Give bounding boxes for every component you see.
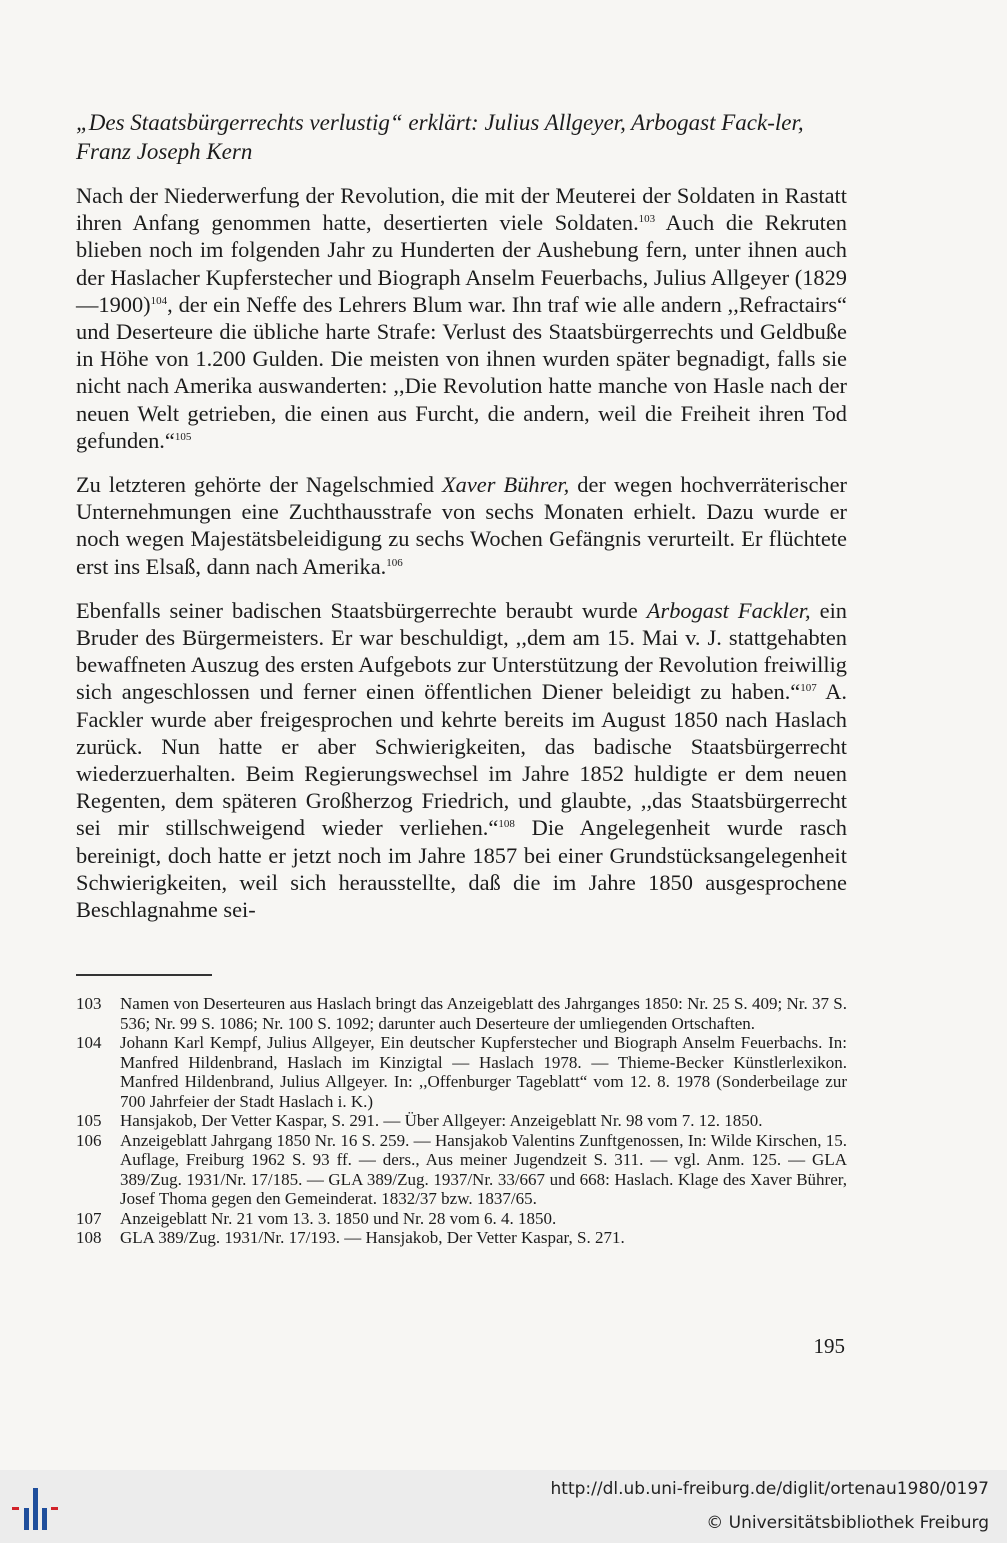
footnote-item — [76, 1131, 847, 1209]
text-run: Auch die Rekruten blieben noch im folgenden Jahr zu Hunderten der Aushebung fern, unter ihnen auch der Haslacher Kupferstecher und Biograph Anselm Feuerbachs, Julius Allgeyer (1829—1900) — [76, 210, 847, 317]
footnote-text: Johann Karl Kempf, Julius Allgeyer, Ein deutscher Kupferstecher und Biograph Anselm Feuerbachs. In: Manfred Hildenbrand, Haslach im Kinzigtal — Haslach 1978. — Thieme-Becker Künstlerlexikon. Manfred Hildenbrand, Julius Allgeyer. In: ,,Offenburger Tageblatt“ vom 12. 8. 1978 (Sonderbeilage zur 700 Jahrfeier der Stadt Haslach i. K.) — [120, 1033, 847, 1111]
text-run: Die Angelegenheit wurde rasch bereinigt, doch hatte er jetzt noch im Jahre 1857 bei einer Grundstücksangelegenheit Schwierigkeiten, weil sich herausstellte, daß die im Jahre 1850 ausgesprochene Beschlagnahme sei- — [76, 815, 847, 923]
footnote-number: 104 — [76, 1033, 102, 1052]
logo-dash-left — [12, 1507, 19, 1510]
footnote-item — [76, 994, 847, 1033]
copyright-notice: © Universitätsbibliothek Freiburg — [706, 1513, 989, 1533]
footnote-number: 107 — [76, 1208, 102, 1228]
paragraph-3 — [76, 597, 847, 923]
footnote-divider — [76, 974, 212, 976]
footnote-item — [76, 1209, 847, 1229]
footnote-ref[interactable]: 106 — [386, 556, 403, 569]
text-run: der wegen hochverräterischer Unternehmungen eine Zuchthausstrafe von sechs Monaten erhielt. Dazu wurde er noch wegen Majestätsbeleidigung zu sechs Wochen Gefängnis verurteilt. Er flüchtete erst ins Elsaß, dann nach Amerika. — [76, 472, 847, 579]
logo-bar-1 — [24, 1508, 29, 1530]
library-logo-icon — [10, 1480, 66, 1536]
logo-bar-2 — [33, 1488, 38, 1530]
footnote-text: Hansjakob, Der Vetter Kaspar, S. 291. — Über Allgeyer: Anzeigeblatt Nr. 98 vom 7. 12. 1850. — [120, 1111, 763, 1130]
viewer-footer — [0, 1470, 1007, 1543]
footnote-ref[interactable]: 105 — [174, 430, 192, 443]
footnote-ref[interactable]: 104 — [150, 294, 168, 307]
footnote-ref[interactable]: 108 — [498, 818, 515, 831]
person-name: Arbogast Fackler, — [646, 597, 811, 623]
text-run: Ebenfalls seiner badischen Staatsbürgerrechte beraubt wurde — [76, 597, 647, 623]
footnote-number: 105 — [76, 1111, 102, 1130]
text-run: Zu letzteren gehörte der Nagelschmied — [76, 472, 442, 498]
footnote-number: 108 — [76, 1228, 102, 1247]
footnote-text: GLA 389/Zug. 1931/Nr. 17/193. — Hansjakob, Der Vetter Kaspar, S. 271. — [120, 1228, 625, 1247]
footnote-item — [76, 1228, 847, 1248]
paragraph-1 — [76, 182, 847, 454]
permalink-url[interactable]: http://dl.ub.uni-freiburg.de/diglit/ortenau1980/0197 — [550, 1479, 989, 1499]
footnote-item — [76, 1033, 847, 1111]
footnote-ref[interactable]: 107 — [800, 682, 817, 695]
text-run: Nach der Niederwerfung der Revolution, die mit der Meuterei der Soldaten in Rastatt ihren Anfang genommen hatte, desertierten viele Soldaten. — [76, 183, 847, 236]
footnote-ref[interactable]: 103 — [638, 213, 656, 226]
footnote-number: 103 — [76, 994, 102, 1013]
footnote-number: 106 — [76, 1130, 102, 1150]
footnote-item — [76, 1111, 847, 1131]
footnote-text: Anzeigeblatt Jahrgang 1850 Nr. 16 S. 259. — Hansjakob Valentins Zunftgenossen, In: Wilde Kirschen, 15. Auflage, Freiburg 1962 S. 93 ff. — ders., Aus meiner Jugendzeit S. 311. — vgl. Anm. 125. — GLA 389/Zug. 1931/Nr. 17/185. — GLA 389/Zug. 1937/Nr. 33/667 und 668: Haslach. Klage des Xaver Bührer, Josef Thoma gegen den Gemeinderat. 1832/37 bzw. 1837/65. — [120, 1130, 847, 1208]
page-number: 195 — [813, 1334, 845, 1358]
footnote-text: Namen von Deserteuren aus Haslach bringt das Anzeigeblatt des Jahrganges 1850: Nr. 25 S. 409; Nr. 37 S. 536; Nr. 99 S. 1086; Nr. 100 S. 1092; darunter auch Deserteure der umliegenden Ortschaften. — [120, 994, 847, 1033]
logo-dash-right — [51, 1507, 58, 1510]
logo-bar-3 — [42, 1508, 47, 1530]
main-text — [76, 108, 847, 940]
person-name: Xaver Bührer, — [442, 472, 570, 498]
footnote-text: Anzeigeblatt Nr. 21 vom 13. 3. 1850 und Nr. 28 vom 6. 4. 1850. — [120, 1208, 557, 1228]
footnotes — [76, 994, 847, 1248]
text-run: , der ein Neffe des Lehrers Blum war. Ihn traf wie alle andern ,,Refractairs“ und Deserteure die übliche harte Strafe: Verlust des Staatsbürgerrechts und Geldbuße in Höhe von 1.200 Gulden. Die meisten von ihnen wurden später begnadigt, falls sie nicht nach Amerika auswanderten: ,,Die Revolution hatte manche von Hasle nach der neuen Welt getrieben, die einen aus Furcht, die andern, weil die Freiheit ihren Tod gefunden.“ — [76, 291, 847, 453]
section-heading: „Des Staatsbürgerrechts verlustig“ erklärt: Julius Allgeyer, Arbogast Fack-ler, Franz Joseph Kern — [76, 110, 804, 164]
text-run: ein Bruder des Bürgermeisters. Er war beschuldigt, ,,dem am 15. Mai v. J. stattgehabten bewaffneten Auszug des ersten Aufgebots zur Unterstützung der Revolution freiwillig sich angeschlossen und ferner einen öffentlichen Diener beleidigt zu haben.“ — [76, 597, 847, 705]
paragraph-2 — [76, 471, 847, 580]
text-run: A. Fackler wurde aber freigesprochen und kehrte bereits im August 1850 nach Haslach zurück. Nun hatte er aber Schwierigkeiten, das badische Staatsbürgerrecht wiederzuerhalten. Beim Regierungswechsel im Jahre 1852 huldigte er dem neuen Regenten, dem späteren Großherzog Friedrich, und glaubte, ,,das Staatsbürgerrecht sei mir stillschweigend wieder verliehen.“ — [76, 679, 847, 841]
